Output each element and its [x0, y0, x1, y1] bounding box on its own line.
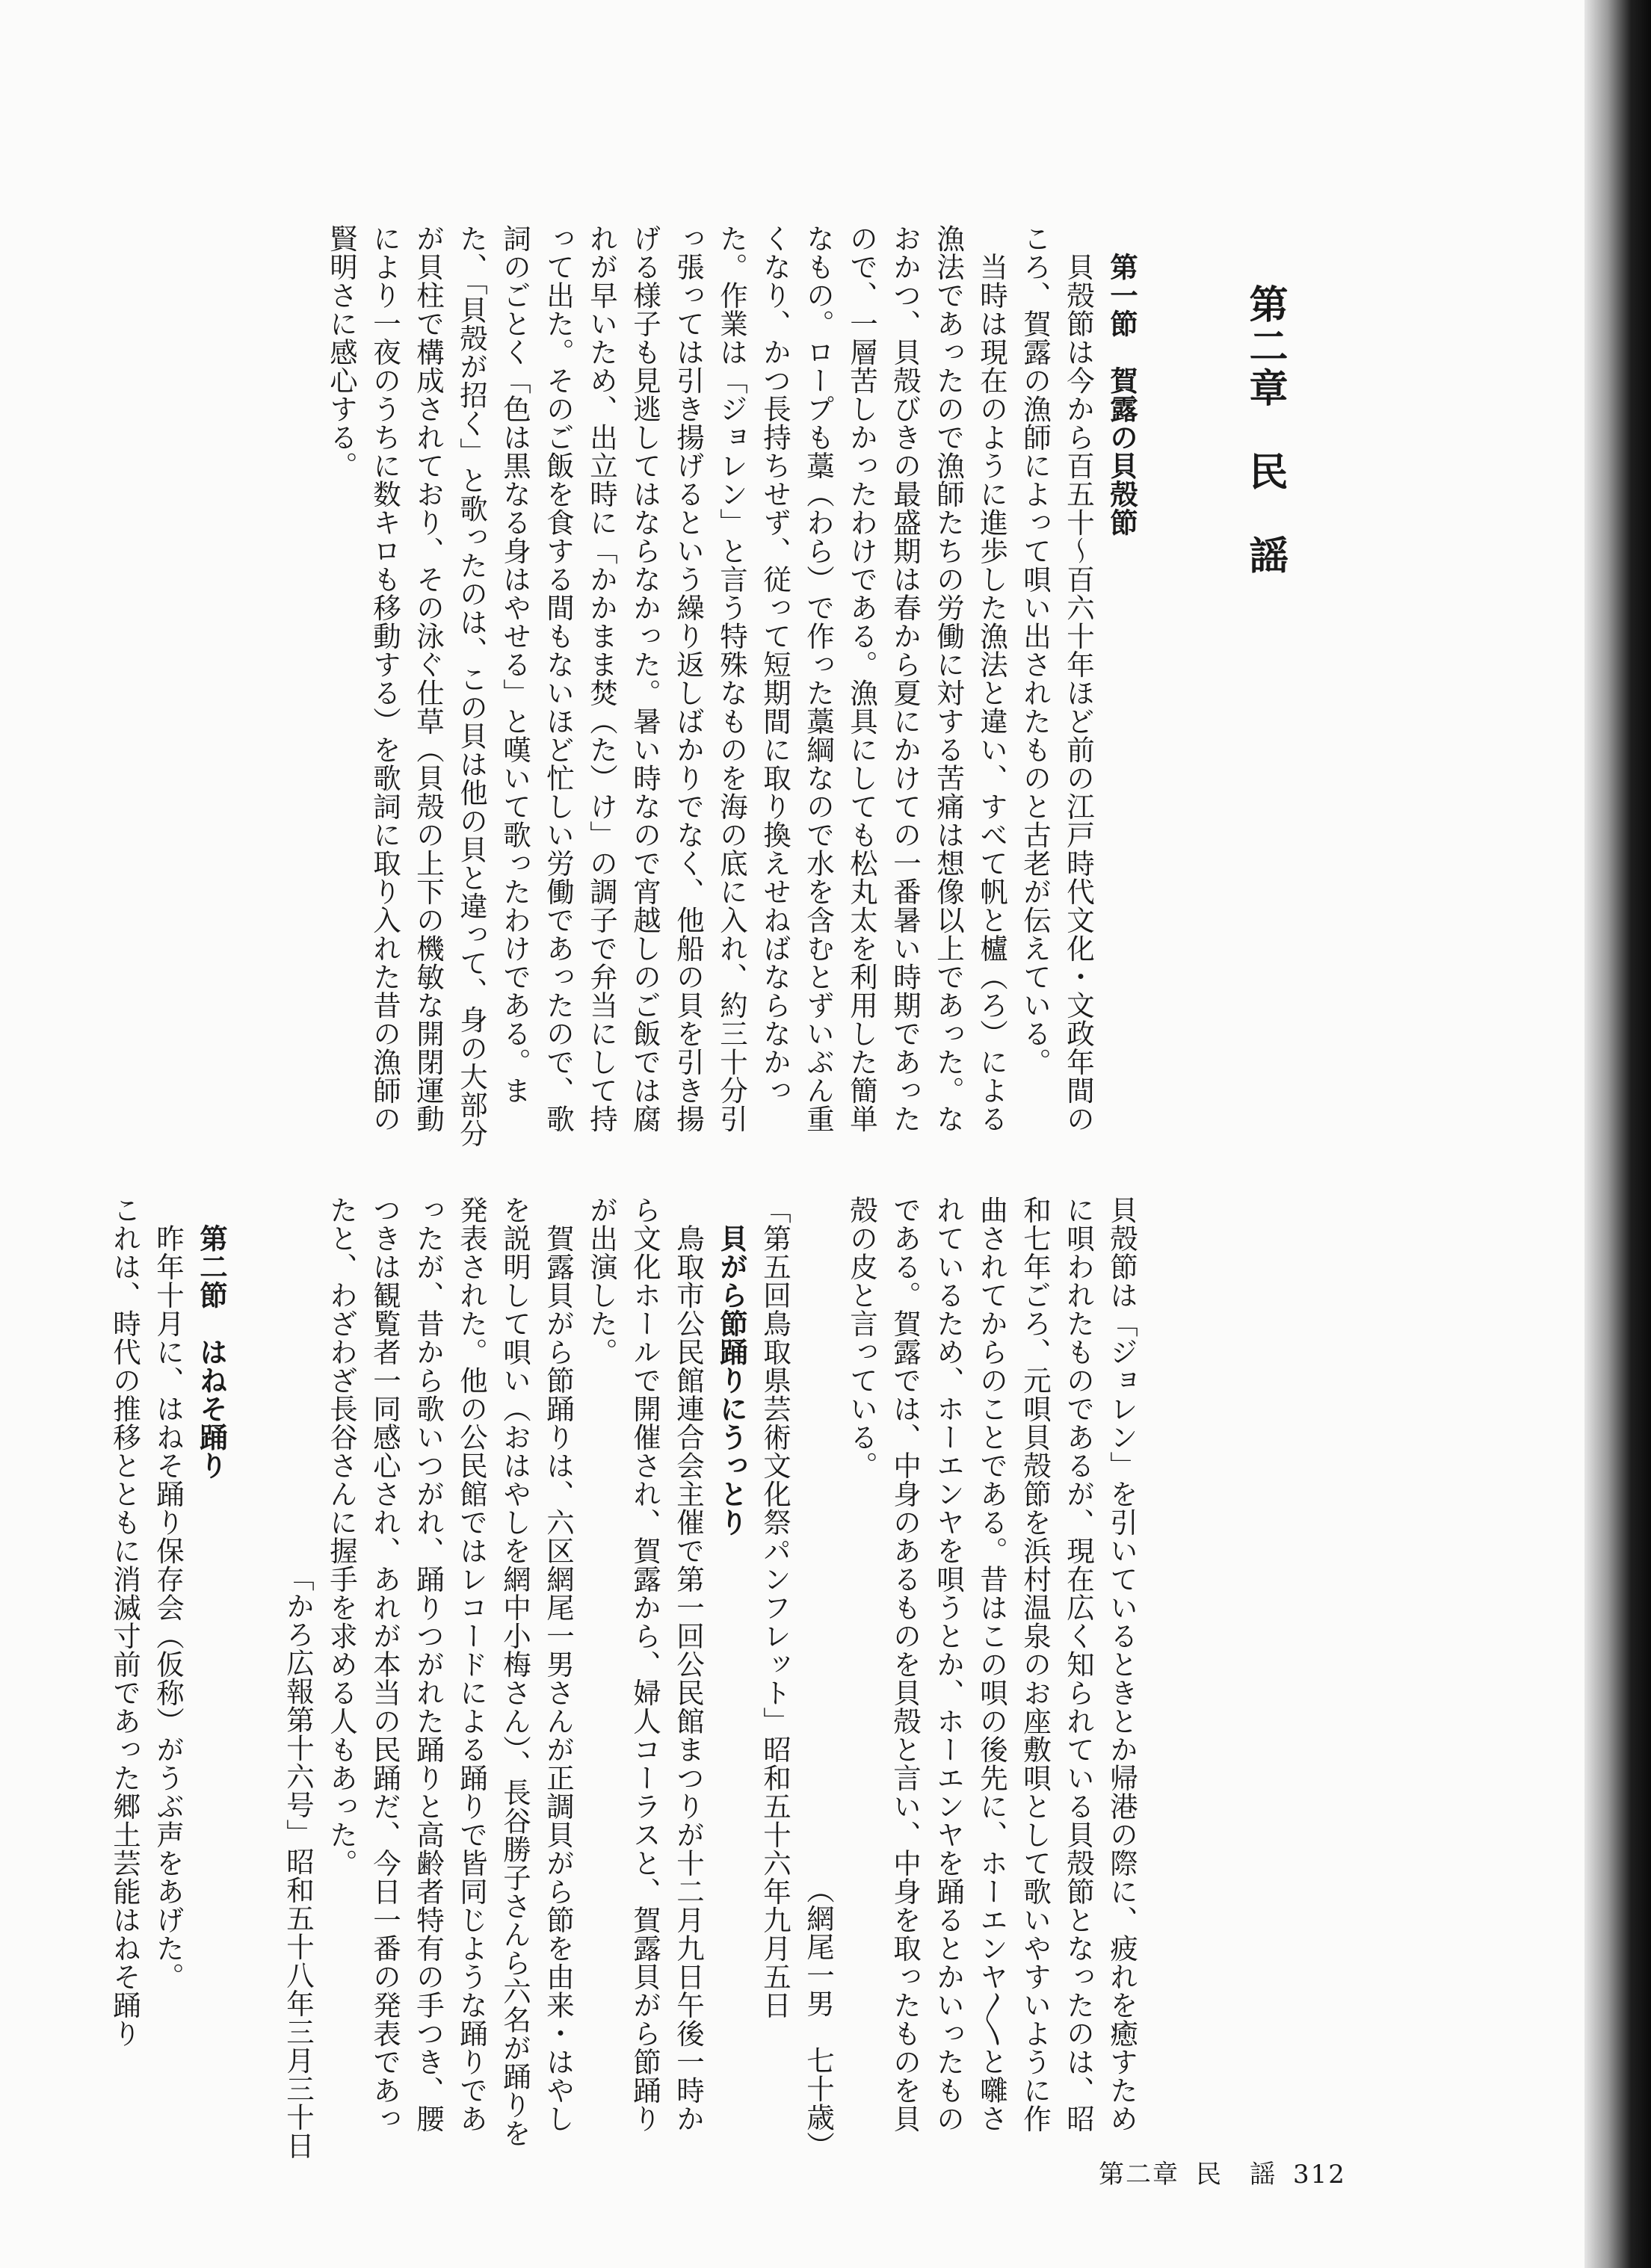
section-1-source: 「第五回鳥取県芸術文化祭パンフレット」昭和五十六年九月五日 — [759, 1196, 791, 2019]
section-2-heading: 第二節 はねそ踊り — [195, 1223, 228, 1480]
subsection-paragraph-1: 鳥取市公民館連合会主催で第一回公民館まつりが十二月九日午後一時から文化ホールで開催され、賀露から、婦人コーラスと、賀露貝がら節踊りが出演した。 — [585, 1196, 705, 2133]
page-edge-shadow — [1584, 0, 1651, 2268]
section-1-paragraph-2: 当時は現在のように進歩した漁法と違い、すべて帆と櫨（ろ）による漁法であったので漁師たちの労働に対する苦痛は想像以上であった。なおかつ、貝殻びきの最盛期は春から夏にかけての一番暑い時期であったので、一層苦しかったわけである。漁具にしても松丸太を利用した簡単なもの。ロープも藁（わら）で作った藁綱なので水を含むとずいぶん重くなり、かつ長持ちせず、従って短期間に取り換えせねばならなかった。作業は「ジョレン」と言う特殊なものを海の底に入れ、約三十分引っ張っては引き揚げるという繰り返しばかりでなく、他船の貝を引き揚げる様子も見逃してはならなかった。暑い時なので宵越しのご飯では腐れが早いため、出立時に「かかまま焚（た）け」の調子で弁当にして持って出た。そのご飯を食する間もないほど忙しい労働であったので、歌詞のごとく「色は黒なる身はやせる」と嘆いて歌ったわけである。また、「貝殻が招く」と歌ったのは、この貝は他の貝と違って、身の大部分が貝柱で構成されており、その泳ぐ仕草（貝殻の上下の機敏な開閉運動により一夜のうちに数キロも移動する）を歌詞に取り入れた昔の漁師の賢明さに感心する。 — [325, 224, 1008, 1148]
page-number: 312 — [1293, 2160, 1346, 2190]
section-2-paragraph-1: 昨年十月に、はねそ踊り保存会（仮称）がうぶ声をあげた。 — [152, 1223, 185, 1991]
chapter-title: 第二章 民 謡 — [1242, 284, 1288, 577]
section-1-paragraph-3: 貝殻節は「ジョレン」を引いているときとか帰港の際に、疲れを癒すために唄われたものであるが、現在広く知られている貝殻節となったのは、昭和七年ごろ、元唄貝殻節を浜村温泉のお座敷唄として歌いやすいように作曲されてからのことである。昔はこの唄の後先に、ホーエンヤ〳〵と囃されているため、ホーエンヤを唄うとか、ホーエンヤを踊るとかいったものである。賀露では、中身のあるものを貝殻と言い、中身を取ったものを貝殻の皮と言っている。 — [845, 1196, 1138, 2133]
page-footer — [1099, 2154, 1363, 2190]
subsection-paragraph-2: 賀露貝がら節踊りは、六区網尾一男さんが正調貝がら節を由来・はやしを説明して唄い（おはやしを網中小梅さん）、長谷勝子さんら六名が踊りを発表された。他の公民館ではレコードによる踊りで皆同じような踊りであったが、昔から歌いつがれ、踊りつがれた踊りと高齢者特有の手つき、腰つきは観覧者一同感心され、あれが本当の民踊だ、今日一番の発表であったと、わざわざ長谷さんに握手を求める人もあった。 — [325, 1196, 575, 2148]
attribution: （網尾一男 七十歳） — [802, 1876, 835, 2160]
footer-title: 民 謡 — [1196, 2160, 1277, 2190]
footer-chapter: 第二章 — [1099, 2160, 1179, 2190]
section-1-upper — [320, 224, 1144, 1158]
section-1-paragraph-1: 貝殻節は今から百五十〜百六十年ほど前の江戸時代文化・文政年間のころ、賀露の漁師によって唄い出されたものと古老が伝えている。 — [1019, 224, 1095, 1133]
section-1-heading: 第一節 賀露の貝殻節 — [1105, 252, 1138, 537]
subsection-heading: 貝がら節踊りにうっとり — [715, 1223, 748, 1536]
subsection-source: 「かろ広報第十六号」昭和五十八年三月三十日 — [282, 1563, 315, 2160]
lower-block — [103, 1196, 1144, 2160]
section-2-paragraph-2: これは、時代の推移とともに消滅寸前であった郷土芸能はねそ踊り — [108, 1196, 141, 2048]
